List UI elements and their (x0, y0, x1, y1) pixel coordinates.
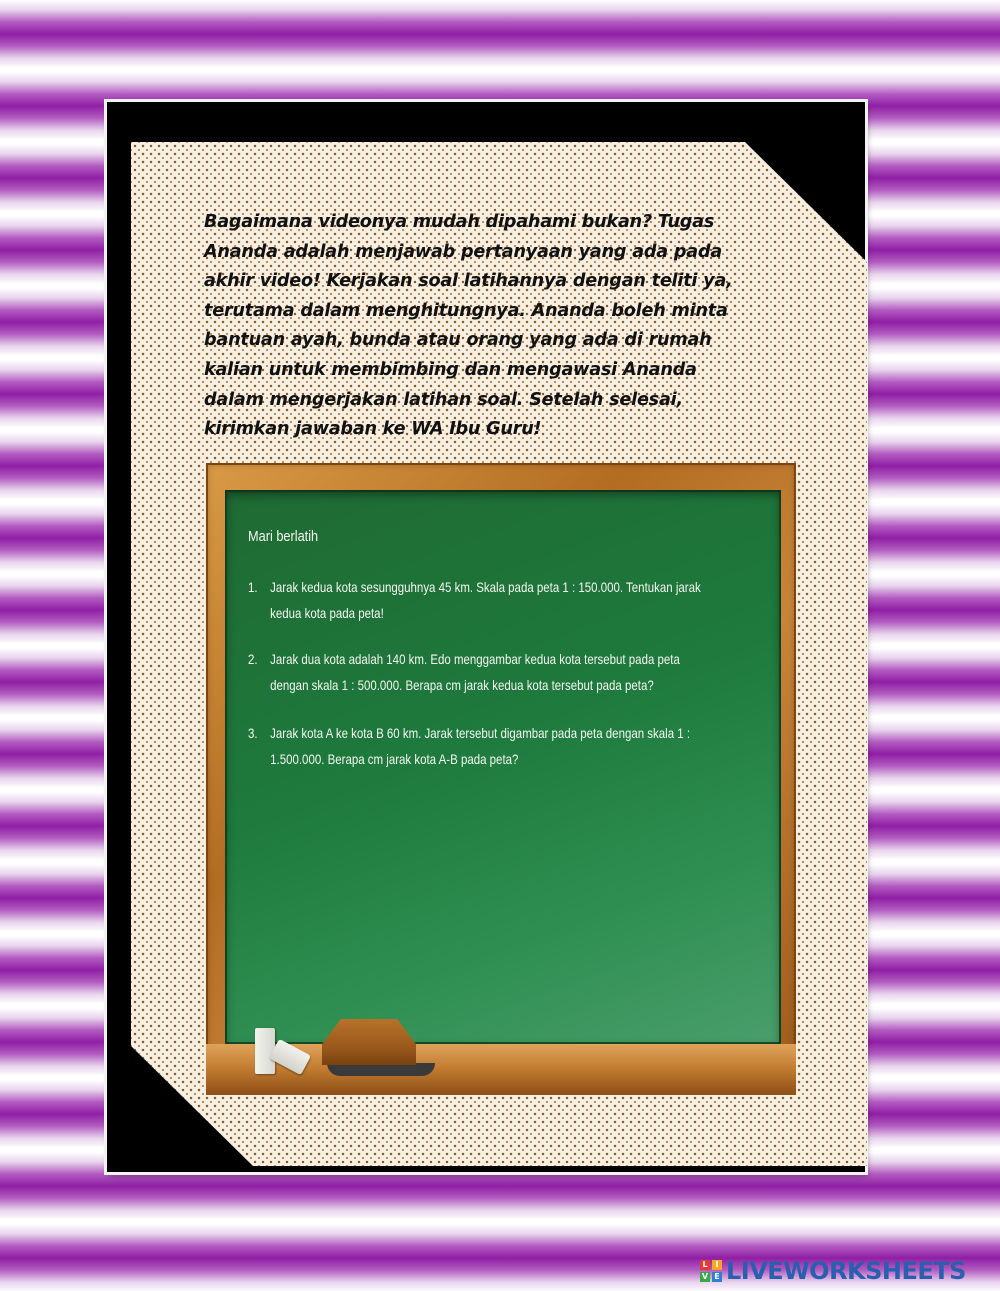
logo-badge-icon (700, 1260, 722, 1282)
intro-line: dalam mengerjakan latihan soal. Setelah selesai, (204, 389, 683, 410)
intro-line: terutama dalam menghitungnya. Ananda boleh minta (204, 300, 728, 321)
intro-line: akhir video! Kerjakan soal latihannya dengan teliti ya, (204, 271, 733, 292)
intro-line: kalian untuk membimbing dan mengawasi Ananda (204, 359, 697, 380)
question-item (248, 574, 701, 626)
eraser-icon (322, 1019, 416, 1065)
question-text-line: 1.500.000. Berapa cm jarak kota A-B pada peta? (270, 751, 519, 767)
intro-line: bantuan ayah, bunda atau orang yang ada di rumah (204, 330, 712, 351)
liveworksheets-logo[interactable] (700, 1257, 966, 1285)
question-item (248, 646, 691, 698)
intro-line: kirimkan jawaban ke WA Ibu Guru! (204, 419, 542, 440)
question-number: 3. (248, 725, 258, 741)
question-number: 2. (248, 651, 258, 667)
logo-text: LIVEWORKSHEETS (726, 1257, 966, 1285)
question-item (248, 720, 691, 772)
intro-line: Bagaimana videonya mudah dipahami bukan? Tugas (204, 212, 715, 232)
logo-badge-letter: E (712, 1272, 722, 1282)
question-text-line: Jarak dua kota adalah 140 km. Edo menggambar kedua kota tersebut pada peta (270, 651, 680, 667)
question-text-line: kedua kota pada peta! (270, 605, 384, 621)
board-title: Mari berlatih (248, 528, 319, 545)
logo-badge-letter: I (712, 1260, 722, 1270)
question-text-line: Jarak kedua kota sesungguhnya 45 km. Skala pada peta 1 : 150.000. Tentukan jarak (270, 579, 701, 595)
intro-paragraph (204, 208, 779, 445)
question-number: 1. (248, 579, 258, 595)
logo-badge-letter: V (701, 1272, 709, 1281)
question-text-line: Jarak kota A ke kota B 60 km. Jarak tersebut digambar pada peta dengan skala 1 : (270, 725, 691, 741)
logo-badge-letter: L (700, 1260, 710, 1270)
question-text-line: dengan skala 1 : 500.000. Berapa cm jarak kedua kota tersebut pada peta? (270, 677, 654, 693)
intro-line: Ananda adalah menjawab pertanyaan yang ada pada (204, 241, 723, 262)
